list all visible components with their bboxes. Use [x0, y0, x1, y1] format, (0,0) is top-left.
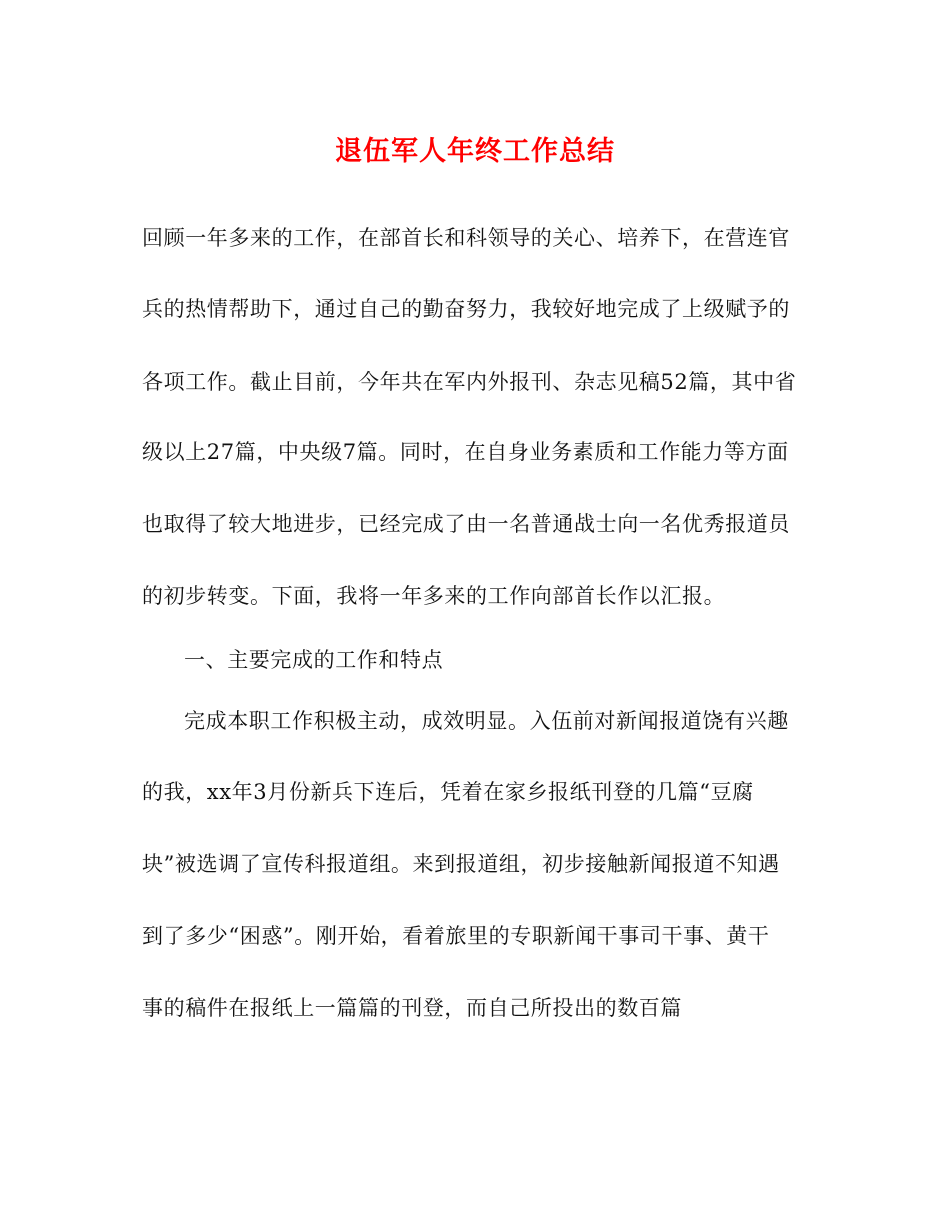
- paragraph-line-8: 的我，xx年3月份新兵下连后，凭着在家乡报纸刊登的几篇“豆腐: [142, 780, 754, 804]
- document-title: 退伍军人年终工作总结: [335, 136, 615, 167]
- paragraph-line-1: 回顾一年多来的工作，在部首长和科领导的关心、培养下，在营连官: [142, 226, 790, 250]
- paragraph-line-10: 到了多少“困惑”。刚开始，看着旅里的专职新闻干事司干事、黄干: [142, 924, 770, 948]
- section-heading-1: 一、主要完成的工作和特点: [184, 648, 444, 672]
- paragraph-line-7: 完成本职工作积极主动，成效明显。入伍前对新闻报道饶有兴趣: [184, 709, 789, 733]
- paragraph-line-9: 块”被选调了宣传科报道组。来到报道组，初步接触新闻报道不知遇: [142, 852, 780, 876]
- paragraph-line-6: 的初步转变。下面，我将一年多来的工作向部首长作以汇报。: [142, 584, 726, 608]
- paragraph-line-5: 也取得了较大地进步，已经完成了由一名普通战士向一名优秀报道员: [142, 512, 790, 536]
- paragraph-line-11: 事的稿件在报纸上一篇篇的刊登，而自己所投出的数百篇: [142, 996, 682, 1020]
- paragraph-line-2: 兵的热情帮助下，通过自己的勤奋努力，我较好地完成了上级赋予的: [142, 297, 790, 321]
- paragraph-line-3: 各项工作。截止目前，今年共在军内外报刊、杂志见稿52篇，其中省: [142, 370, 797, 394]
- paragraph-line-4: 级以上27篇，中央级7篇。同时，在自身业务素质和工作能力等方面: [142, 440, 789, 464]
